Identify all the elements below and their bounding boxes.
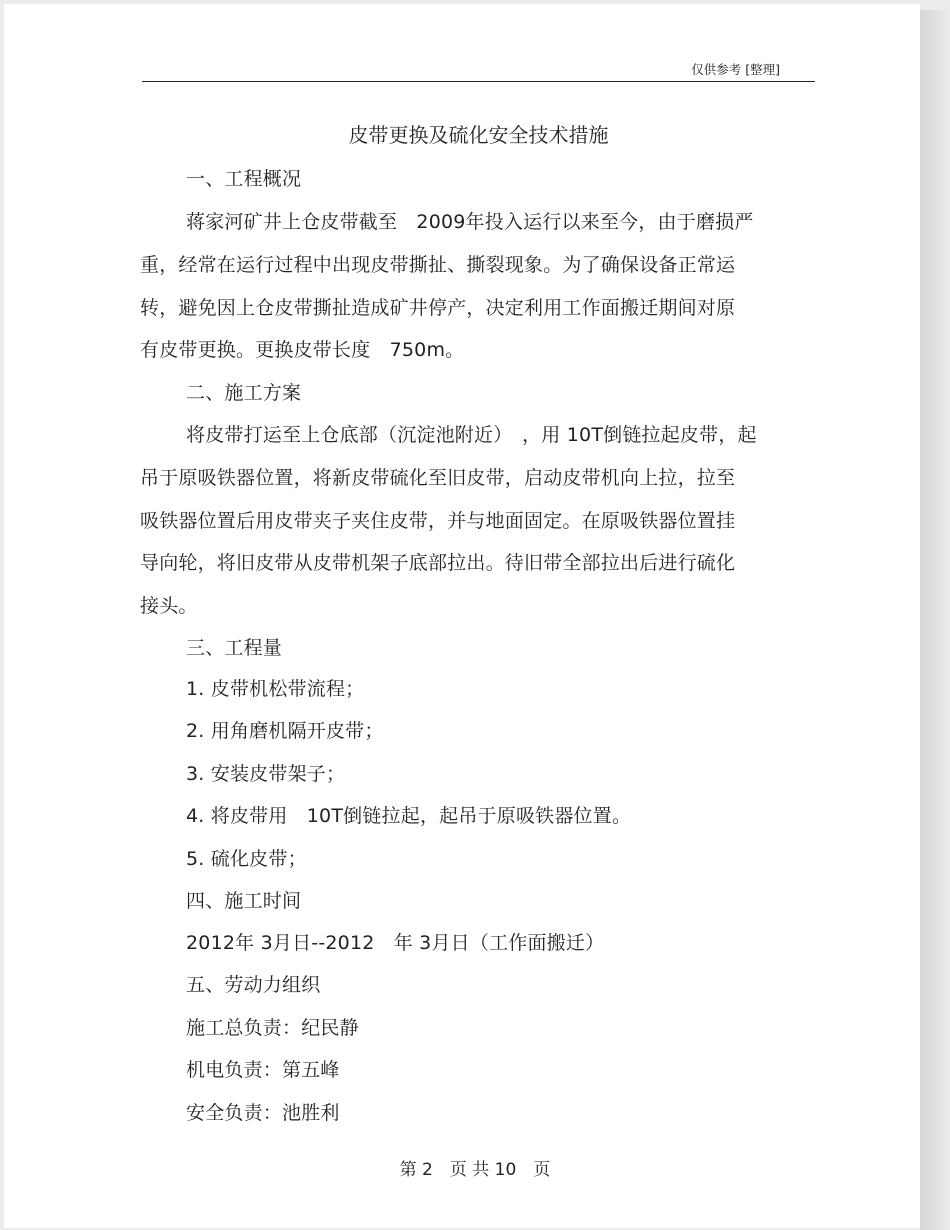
page-shadow — [920, 10, 950, 1230]
section-heading: 三、工程量 — [186, 637, 283, 659]
schedule-line: 2012年 3月日--2012 年 3月日（工作面搬迁） — [186, 932, 605, 954]
page-number: 第 2 页 共 10 页 — [399, 1160, 551, 1180]
paragraph-line: 接头。 — [140, 595, 198, 617]
header-note: 仅供参考 [整理] — [691, 62, 780, 77]
paragraph-line: 转，避免因上仓皮带撕扯造成矿井停产，决定利用工作面搬迁期间对原 — [140, 297, 736, 319]
list-item: 3. 安装皮带架子； — [186, 763, 346, 785]
list-item: 2. 用角磨机隔开皮带； — [186, 720, 384, 742]
paragraph-line: 吊于原吸铁器位置，将新皮带硫化至旧皮带，启动皮带机向上拉，拉至 — [140, 467, 736, 489]
paragraph-line: 有皮带更换。更换皮带长度 750m。 — [140, 339, 465, 361]
paragraph-line: 重，经常在运行过程中出现皮带撕扯、撕裂现象。为了确保设备正常运 — [140, 254, 736, 276]
section-heading: 四、施工时间 — [186, 890, 302, 912]
paragraph-line: 蒋家河矿井上仓皮带截至 2009年投入运行以来至今，由于磨损严 — [186, 211, 754, 233]
paragraph-line: 将皮带打运至上仓底部（沉淀池附近） ，用 10T倒链拉起皮带，起 — [186, 424, 757, 446]
header-rule — [142, 81, 815, 82]
paragraph-line: 吸铁器位置后用皮带夹子夹住皮带，并与地面固定。在原吸铁器位置挂 — [140, 510, 736, 532]
section-heading: 五、劳动力组织 — [186, 974, 321, 996]
list-item: 5. 硫化皮带； — [186, 848, 307, 870]
staff-line: 施工总负责：纪民静 — [186, 1017, 359, 1039]
document-page — [4, 4, 920, 1228]
section-heading: 二、施工方案 — [186, 382, 302, 404]
list-item: 1. 皮带机松带流程； — [186, 678, 365, 700]
document-title: 皮带更换及硫化安全技术措施 — [348, 123, 609, 147]
staff-line: 机电负责：第五峰 — [186, 1059, 340, 1081]
paragraph-line: 导向轮，将旧皮带从皮带机架子底部拉出。待旧带全部拉出后进行硫化 — [140, 552, 736, 574]
list-item: 4. 将皮带用 10T倒链拉起，起吊于原吸铁器位置。 — [186, 805, 632, 827]
staff-line: 安全负责：池胜利 — [186, 1102, 340, 1124]
section-heading: 一、工程概况 — [186, 168, 302, 190]
